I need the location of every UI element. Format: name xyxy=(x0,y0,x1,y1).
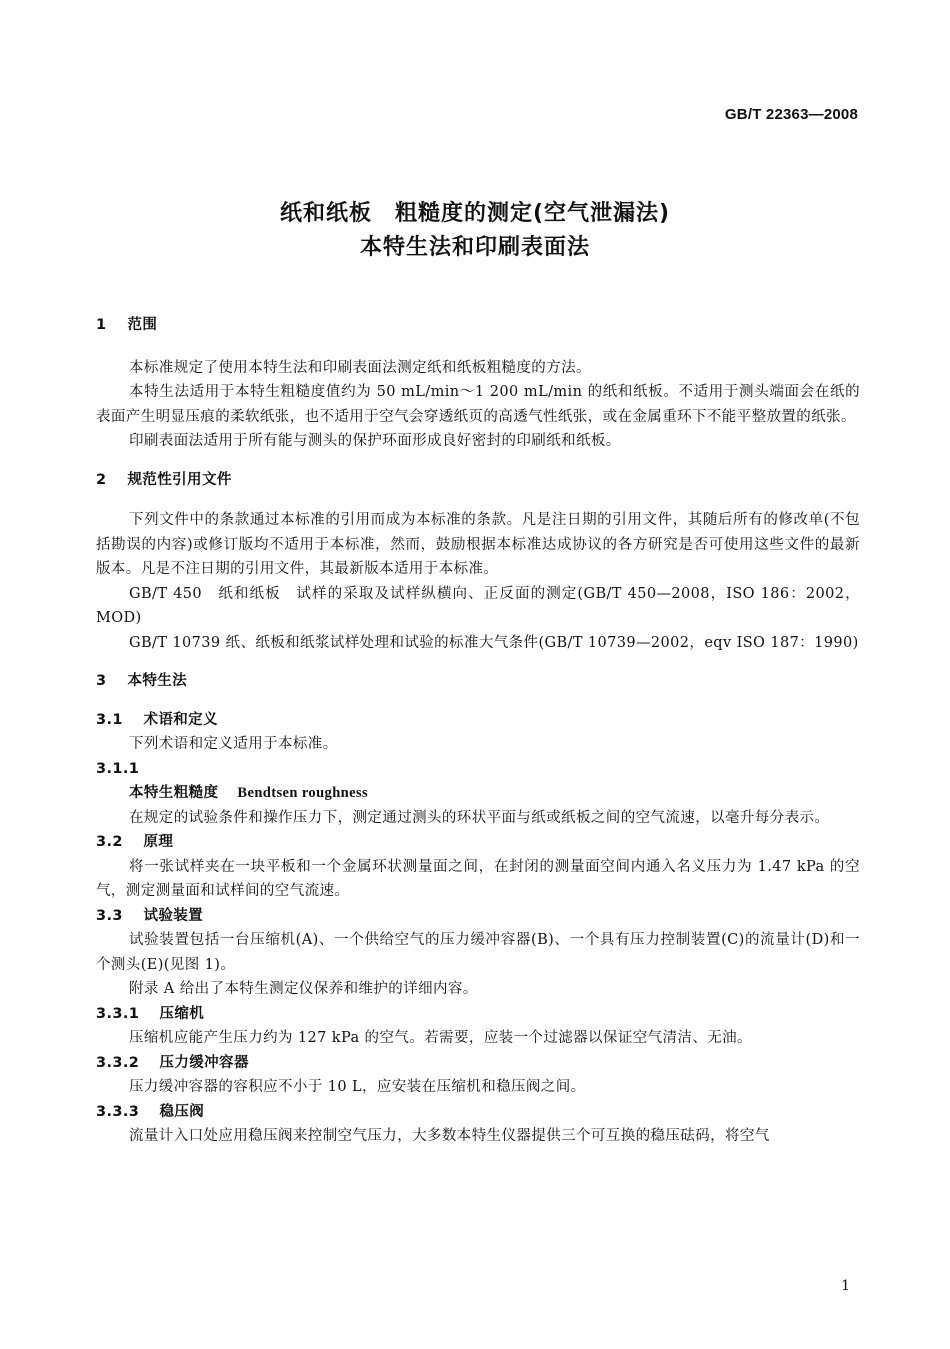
subsection-3-3-1-paragraph: 压缩机应能产生压力约为 127 kPa 的空气。若需要，应装一个过滤器以保证空气清洁、无油。 xyxy=(129,1030,752,1046)
subsection-3-3-2-paragraph: 压力缓冲容器的容积应不小于 10 L，应安装在压缩机和稳压阀之间。 xyxy=(129,1079,586,1095)
subsection-number: 3.3.2 xyxy=(96,1054,140,1071)
subsection-3-3-3-paragraph: 流量计入口处应用稳压阀来控制空气压力，大多数本特生仪器提供三个可互换的稳压砝码，将空气 xyxy=(129,1128,770,1144)
subsection-3-2-heading xyxy=(96,830,860,855)
subsection-3-3-heading xyxy=(96,904,860,929)
subsection-3-3-1-heading xyxy=(96,1002,860,1027)
subsection-3-3-paragraph: 附录 A 给出了本特生测定仪保养和维护的详细内容。 xyxy=(129,981,478,997)
section-title: 范围 xyxy=(127,317,158,333)
term-entry xyxy=(96,781,860,806)
section-1-paragraph: 印刷表面法适用于所有能与测头的保护环面形成良好密封的印刷纸和纸板。 xyxy=(129,433,621,449)
subsection-title: 稳压阀 xyxy=(159,1103,205,1120)
document-title-line-1: 纸和纸板 粗糙度的测定(空气泄漏法) xyxy=(279,201,671,226)
section-number: 3 xyxy=(96,673,107,689)
subsection-number: 3.3 xyxy=(96,907,123,924)
subsection-3-1-1-number: 3.1.1 xyxy=(96,760,140,777)
section-title: 规范性引用文件 xyxy=(127,471,232,488)
standard-code: GB/T 22363—2008 xyxy=(724,106,858,123)
section-1-paragraph: 本标准规定了使用本特生法和印刷表面法测定纸和纸板粗糙度的方法。 xyxy=(129,359,591,376)
subsection-number: 3.3.3 xyxy=(96,1103,140,1120)
subsection-title: 压力缓冲容器 xyxy=(159,1054,249,1071)
subsection-title: 术语和定义 xyxy=(143,711,218,728)
term-english: Bendtsen roughness xyxy=(237,785,369,801)
subsection-number: 3.2 xyxy=(96,834,123,850)
subsection-number: 3.3.1 xyxy=(96,1005,140,1022)
normative-reference: GB/T 450 纸和纸板 试样的采取及试样纵横向、正反面的测定(GB/T 450—2008，ISO 186：2002，MOD) xyxy=(96,585,860,626)
subsection-number: 3.1 xyxy=(96,711,123,728)
section-title: 本特生法 xyxy=(127,673,188,689)
subsection-title: 试验装置 xyxy=(143,907,204,924)
normative-reference: GB/T 10739 纸、纸板和纸浆试样处理和试验的标准大气条件(GB/T 10739—2002，eqv ISO 187：1990) xyxy=(129,634,859,651)
subsection-title: 压缩机 xyxy=(159,1005,205,1022)
page-number: 1 xyxy=(841,1278,850,1294)
section-3-heading xyxy=(96,669,860,694)
section-number: 1 xyxy=(96,317,107,333)
document-body xyxy=(96,313,860,1149)
section-2-heading xyxy=(96,468,860,493)
subsection-3-2-paragraph: 将一张试样夹在一块平板和一个金属环状测量面之间，在封闭的测量面空间内通入名义压力为 1.47 kPa 的空气，测定测量面和试样间的空气流速。 xyxy=(96,858,860,899)
subsection-3-3-paragraph: 试验装置包括一台压缩机(A)、一个供给空气的压力缓冲容器(B)、一个具有压力控制装置(C)的流量计(D)和一个测头(E)(见图 1)。 xyxy=(96,932,860,973)
subsection-3-1-paragraph: 下列术语和定义适用于本标准。 xyxy=(129,736,338,752)
document-title-line-2: 本特生法和印刷表面法 xyxy=(359,235,590,260)
subsection-3-1-heading xyxy=(96,708,860,733)
term-chinese: 本特生粗糙度 xyxy=(129,785,219,801)
subsection-title: 原理 xyxy=(143,834,174,850)
subsection-3-3-3-heading xyxy=(96,1100,860,1125)
subsection-3-3-2-heading xyxy=(96,1051,860,1076)
term-definition: 在规定的试验条件和操作压力下，测定通过测头的环状平面与纸或纸板之间的空气流速，以毫升每分表示。 xyxy=(129,809,830,826)
section-2-paragraph: 下列文件中的条款通过本标准的引用而成为本标准的条款。凡是注日期的引用文件，其随后所有的修改单(不包括勘误的内容)或修订版均不适用于本标准，然而，鼓励根据本标准达成协议的各方研究是否可使用这些文件的最新版本。凡是不注日期的引用文件，其最新版本适用于本标准。 xyxy=(96,512,860,577)
section-1-paragraph: 本特生法适用于本特生粗糙度值约为 50 mL/min～1 200 mL/min 的纸和纸板。不适用于测头端面会在纸的表面产生明显压痕的柔软纸张，也不适用于空气会穿透纸页的高透气性纸张，或在金属重环下不能平整放置的纸张。 xyxy=(96,384,860,425)
section-number: 2 xyxy=(96,471,107,488)
section-1-heading xyxy=(96,313,860,338)
